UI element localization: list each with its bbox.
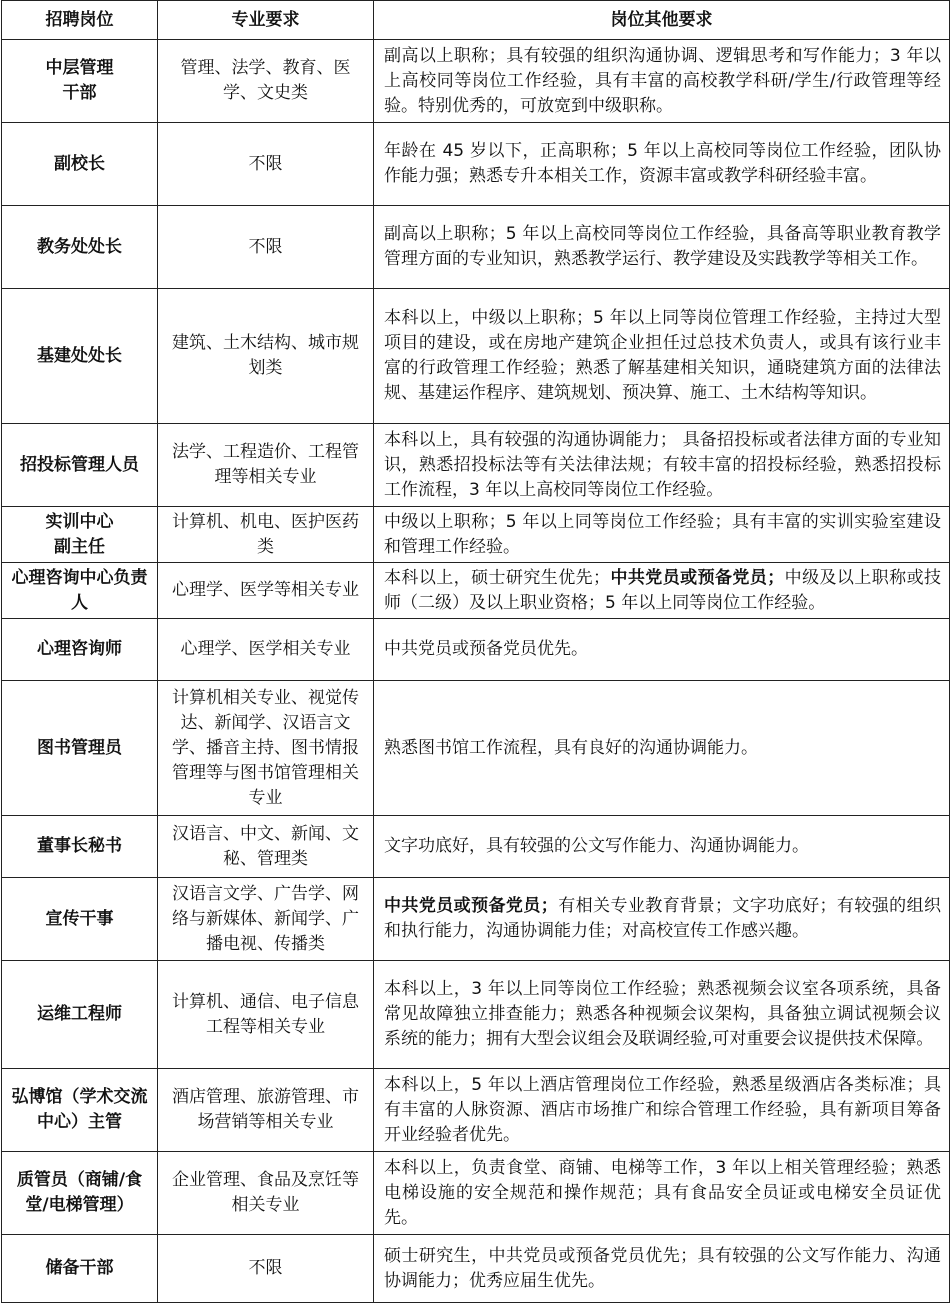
major-cell: 心理学、医学相关专业 <box>158 619 374 681</box>
other-cell: 文字功底好，具有较强的公文写作能力、沟通协调能力。 <box>374 816 950 878</box>
table-row <box>2 289 950 424</box>
position-cell: 副校长 <box>2 123 158 206</box>
position-cell: 董事长秘书 <box>2 816 158 878</box>
major-cell: 计算机相关专业、视觉传达、新闻学、汉语言文学、播音主持、图书情报管理等与图书馆管理相关专业 <box>158 681 374 816</box>
position-cell: 心理咨询师 <box>2 619 158 681</box>
table-row <box>2 816 950 878</box>
position-cell: 质管员（商铺/食堂/电梯管理） <box>2 1152 158 1235</box>
other-cell: 本科以上，具有较强的沟通协调能力； 具备招投标或者法律方面的专业知识，熟悉招投标法等有关法律法规；有较丰富的招投标经验，熟悉招投标工作流程，3 年以上高校同等岗位工作经验。 <box>374 424 950 507</box>
major-cell: 法学、工程造价、工程管理等相关专业 <box>158 424 374 507</box>
table-row <box>2 123 950 206</box>
other-cell: 硕士研究生，中共党员或预备党员优先；具有较强的公文写作能力、沟通协调能力；优秀应届生优先。 <box>374 1235 950 1303</box>
other-text: 有相关专业教育背景；文字功底好；有较强的组织和执行能力，沟通协调能力佳；对高校宣传工作感兴趣。 <box>384 896 942 941</box>
other-text: 中级及以上职称或技师（二级）及以上职业资格；5 年以上同等岗位工作经验。 <box>384 567 942 613</box>
table-row <box>2 1235 950 1303</box>
other-cell: 年龄在 45 岁以下，正高职称；5 年以上高校同等岗位工作经验，团队协作能力强；熟悉专升本相关工作，资源丰富或教学科研经验丰富。 <box>374 123 950 206</box>
other-cell: 熟悉图书馆工作流程，具有良好的沟通协调能力。 <box>374 681 950 816</box>
table-row <box>2 961 950 1069</box>
major-cell: 建筑、土木结构、城市规划类 <box>158 289 374 424</box>
major-cell: 汉语言文学、广告学、网络与新媒体、新闻学、广播电视、传播类 <box>158 878 374 961</box>
major-cell: 不限 <box>158 123 374 206</box>
major-cell: 心理学、医学等相关专业 <box>158 563 374 619</box>
major-cell: 不限 <box>158 1235 374 1303</box>
table-row <box>2 1152 950 1235</box>
table-row <box>2 424 950 507</box>
header-other: 岗位其他要求 <box>374 1 950 40</box>
position-cell: 储备干部 <box>2 1235 158 1303</box>
position-cell: 心理咨询中心负责人 <box>2 563 158 619</box>
party-requirement-text: 中共党员或预备党员； <box>384 896 558 916</box>
major-cell: 汉语言、中文、新闻、文秘、管理类 <box>158 816 374 878</box>
table-row <box>2 1069 950 1152</box>
header-major: 专业要求 <box>158 1 374 40</box>
table-row <box>2 507 950 563</box>
major-cell: 计算机、通信、电子信息工程等相关专业 <box>158 961 374 1069</box>
other-cell: 本科以上，5 年以上酒店管理岗位工作经验，熟悉星级酒店各类标准；具有丰富的人脉资源、酒店市场推广和综合管理工作经验，具有新项目筹备开业经验者优先。 <box>374 1069 950 1152</box>
table-row <box>2 681 950 816</box>
position-cell: 招投标管理人员 <box>2 424 158 507</box>
position-cell <box>2 507 158 563</box>
other-text: 本科以上，硕士研究生优先； <box>384 567 611 588</box>
other-cell: 本科以上，3 年以上同等岗位工作经验；熟悉视频会议室各项系统，具备常见故障独立排查能力；熟悉各种视频会议架构，具备独立调试视频会议系统的能力；拥有大型会议组会及联调经验,可对重要会议提供技术保障。 <box>374 961 950 1069</box>
position-line: 副主任 <box>54 536 105 557</box>
other-cell: 中级以上职称；5 年以上同等岗位工作经验；具有丰富的实训实验室建设和管理工作经验。 <box>374 507 950 563</box>
position-cell: 图书管理员 <box>2 681 158 816</box>
header-position: 招聘岗位 <box>2 1 158 40</box>
major-cell: 不限 <box>158 206 374 289</box>
position-cell: 基建处处长 <box>2 289 158 424</box>
position-cell: 宣传干事 <box>2 878 158 961</box>
major-cell: 管理、法学、教育、医学、文史类 <box>158 40 374 123</box>
table-row <box>2 40 950 123</box>
major-cell: 酒店管理、旅游管理、市场营销等相关专业 <box>158 1069 374 1152</box>
table-row <box>2 563 950 619</box>
header-row <box>2 1 950 40</box>
other-cell <box>374 563 950 619</box>
other-cell: 本科以上，中级以上职称；5 年以上同等岗位管理工作经验，主持过大型项目的建设，或在房地产建筑企业担任过总技术负责人，或具有该行业丰富的行政管理工作经验；熟悉了解基建相关知识，通晓建筑方面的法律法规、基建运作程序、建筑规划、预决算、施工、土木结构等知识。 <box>374 289 950 424</box>
position-cell: 教务处处长 <box>2 206 158 289</box>
major-cell: 计算机、机电、医护医药类 <box>158 507 374 563</box>
position-cell <box>2 40 158 123</box>
other-cell: 本科以上，负责食堂、商铺、电梯等工作，3 年以上相关管理经验；熟悉电梯设施的安全规范和操作规范；具有食品安全员证或电梯安全员证优先。 <box>374 1152 950 1235</box>
table-row <box>2 619 950 681</box>
table-row <box>2 878 950 961</box>
other-cell <box>374 878 950 961</box>
position-cell: 弘博馆（学术交流中心）主管 <box>2 1069 158 1152</box>
position-line: 实训中心 <box>45 511 114 532</box>
position-line: 中层管理 <box>45 58 114 78</box>
major-cell: 企业管理、食品及烹饪等相关专业 <box>158 1152 374 1235</box>
position-cell: 运维工程师 <box>2 961 158 1069</box>
other-cell: 副高以上职称；具有较强的组织沟通协调、逻辑思考和写作能力；3 年以上高校同等岗位工作经验，具有丰富的高校教学科研/学生/行政管理等经验。特别优秀的，可放宽到中级职称。 <box>374 40 950 123</box>
position-line: 干部 <box>62 83 97 103</box>
recruitment-table <box>1 0 950 1303</box>
party-requirement-text: 中共党员或预备党员； <box>610 567 785 588</box>
table-row <box>2 206 950 289</box>
other-cell: 副高以上职称；5 年以上高校同等岗位工作经验，具备高等职业教育教学管理方面的专业知识，熟悉教学运行、教学建设及实践教学等相关工作。 <box>374 206 950 289</box>
other-cell: 中共党员或预备党员优先。 <box>374 619 950 681</box>
